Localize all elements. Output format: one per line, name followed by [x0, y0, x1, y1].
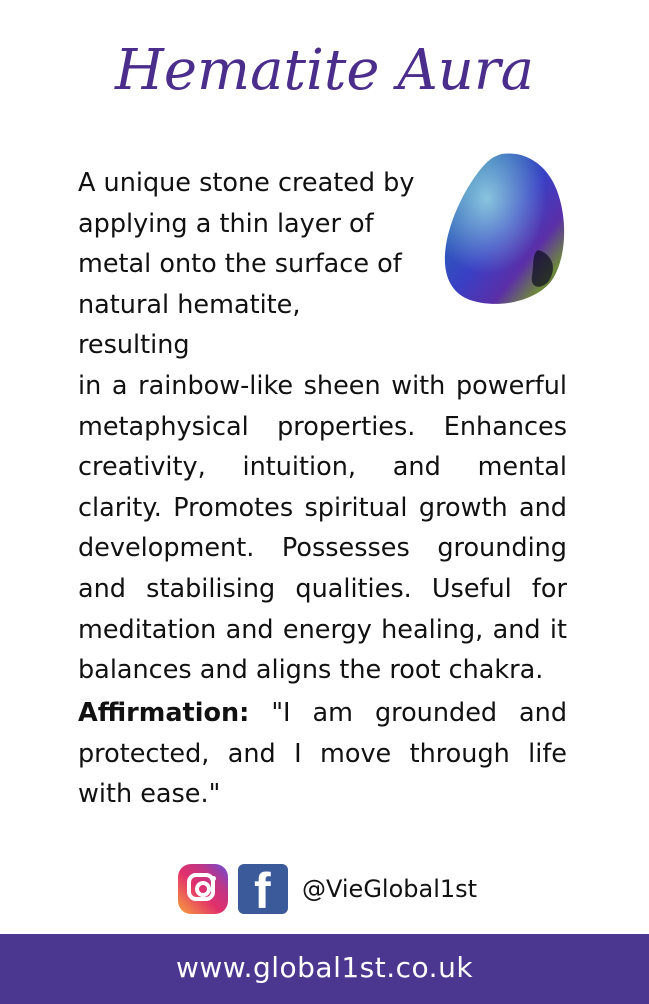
- description-line: natural hematite, resulting: [78, 289, 301, 361]
- social-row: [0, 864, 649, 916]
- description-line: applying a thin layer of: [78, 208, 374, 239]
- facebook-icon[interactable]: f: [238, 864, 288, 914]
- affirmation-text: "I am grounded and protected, and I move through life with ease.": [78, 698, 568, 810]
- card-title: Hematite Aura: [115, 38, 534, 103]
- description-body: in a rainbow-like sheen with powerful metaphysical properties. Enhances creativity, intuition, and mental clarity. Promotes spiritual growth and development. Possesses grounding and stabilising qualities. Useful for meditation and energy healing, and it balances and aligns the root chakra.: [78, 370, 567, 686]
- social-handle[interactable]: @VieGlobal1st: [302, 875, 478, 903]
- description-line: A unique stone created by: [78, 168, 415, 198]
- description-line: metal onto the surface of: [78, 249, 402, 280]
- affirmation-label: Affirmation:: [78, 698, 250, 728]
- website-link[interactable]: www.global1st.co.uk: [175, 951, 474, 984]
- stone-description: [78, 163, 567, 691]
- affirmation: [78, 693, 567, 815]
- instagram-icon[interactable]: [178, 864, 228, 914]
- footer-bar: [0, 934, 649, 1004]
